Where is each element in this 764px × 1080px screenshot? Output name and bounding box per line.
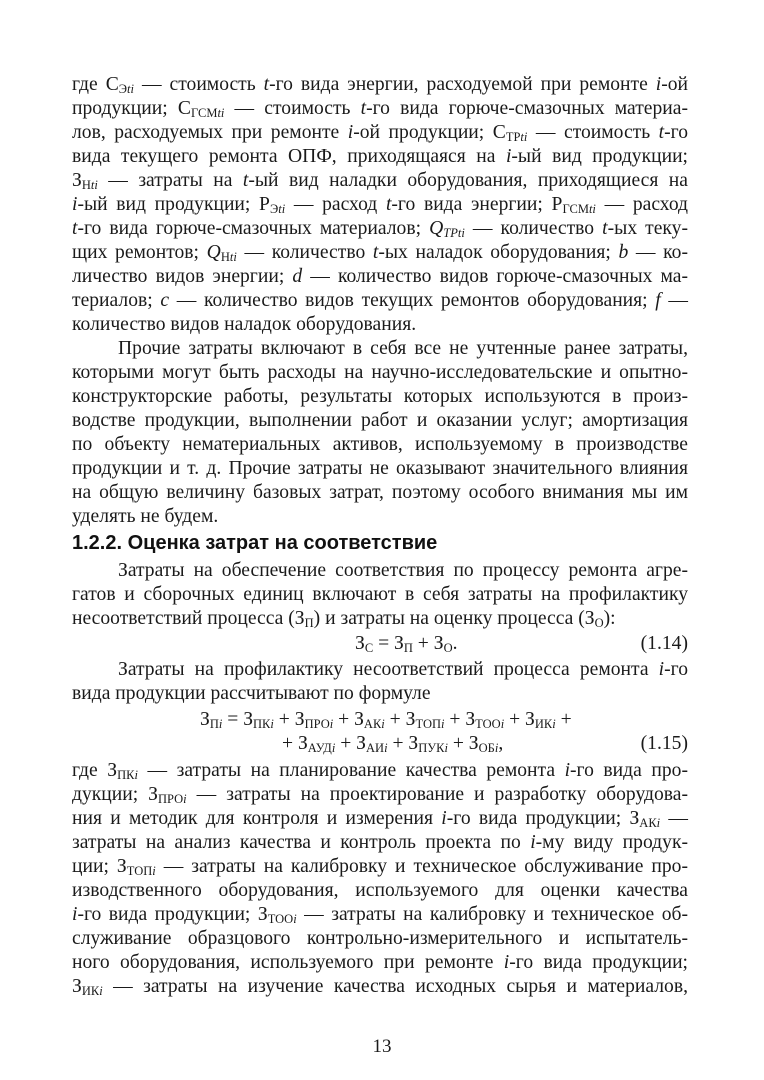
- text-line: лов, расходуемых при ремонте i-ой продукции; $С_{ТРti}$ — стоимость t-го: [72, 122, 688, 144]
- text-line: $З_{ИКi}$ — затраты на изучение качества исходных сырья и материалов,: [72, 976, 688, 998]
- text-line: щих ремонтов; $Q_{Нti}$ — количество t-ых наладок оборудования; b — ко-: [72, 242, 688, 264]
- section-heading: 1.2.2. Оценка затрат на соответствие: [72, 532, 438, 554]
- equation-1-15-line-2: + $З_{АУДi} + З_{АИi} + З_{ПУКi} + З_{ОБi}$,: [282, 733, 504, 755]
- text-line: на общую величину базовых затрат, поэтому особого внимания мы им: [72, 482, 688, 503]
- text-line: t-го вида горюче-смазочных материалов; $Q_{ТРti}$ — количество t-ых теку-: [72, 218, 689, 240]
- text-line: где $С_{Эti}$ — стоимость t-го вида энергии, расходуемой при ремонте i-ой: [72, 74, 688, 96]
- text-line: уделять не будем.: [72, 506, 219, 527]
- text-line: продукции; $С_{ГСМti}$ — стоимость t-го вида горюче-смазочных материа-: [72, 98, 689, 120]
- text-line: ного оборудования, используемого при ремонте i-го вида продукции;: [72, 952, 688, 973]
- text-line: где $З_{ПКi}$ — затраты на планирование качества ремонта i-го вида про-: [72, 760, 688, 782]
- paragraph-start-line: Затраты на обеспечение соответствия по процессу ремонта агре-: [118, 560, 688, 581]
- text-line: ния и методик для контроля и измерения i-го вида продукции; $З_{АКi}$ —: [72, 808, 688, 830]
- equation-1-15-line-1: $З_{Пi} = З_{ПКi} + З_{ПРОi} + З_{АКi} + З_{ТОПi} + З_{ТООi} + З_{ИКi}$ +: [200, 709, 572, 731]
- text-line: ции; $З_{ТОПi}$ — затраты на калибровку и техническое обслуживание про-: [72, 856, 688, 878]
- text-line: продукции и т. д. Прочие затраты не оказывают значительного влияния: [72, 458, 688, 479]
- text-line: i-ый вид продукции; $Р_{Эti}$ — расход t-го вида энергии; $Р_{ГСМti}$ — расход: [72, 194, 689, 216]
- text-line: териалов; c — количество видов текущих ремонтов оборудования; f —: [72, 290, 688, 311]
- text-line: i-го вида продукции; $З_{ТООi}$ — затраты на калибровку и техническое об-: [72, 904, 688, 926]
- text-line: вида продукции рассчитывают по формуле: [72, 683, 431, 704]
- paragraph-start-line: Прочие затраты включают в себя все не учтенные ранее затраты,: [118, 338, 688, 359]
- text-line: изводственного оборудования, используемого для оценки качества: [72, 880, 688, 901]
- equation-number: (1.14): [640, 633, 688, 654]
- equation-number: (1.15): [640, 733, 688, 754]
- text-line: затраты на анализ качества и контроль проекта по i-му виду продук-: [72, 832, 688, 853]
- page-number: 13: [372, 1036, 392, 1057]
- text-line: $З_{Нti}$ — затраты на t-ый вид наладки оборудования, приходящиеся на: [72, 170, 688, 192]
- text-line: служивание образцового контрольно-измерительного и испытатель-: [72, 928, 688, 949]
- text-line: личество видов энергии; d — количество видов горюче-смазочных ма-: [72, 266, 688, 287]
- equation-1-14: $З_С = З_П + З_О$.: [355, 633, 458, 655]
- text-line: конструкторские работы, результаты которых используются в произ-: [72, 386, 688, 407]
- paragraph-start-line: Затраты на профилактику несоответствий процесса ремонта i-го: [118, 659, 688, 680]
- text-line: несоответствий процесса $(З_П)$ и затраты на оценку процесса $(З_О)$:: [72, 608, 616, 630]
- text-line: дукции; $З_{ПРОi}$ — затраты на проектирование и разработку оборудова-: [72, 784, 688, 806]
- text-line: которыми могут быть расходы на научно-исследовательские и опытно-: [72, 362, 688, 383]
- text-line: количество видов наладок оборудования.: [72, 314, 417, 335]
- text-line: водстве продукции, выполнении работ и оказании услуг; амортизация: [72, 410, 688, 431]
- text-line: вида текущего ремонта ОПФ, приходящаяся на i-ый вид продукции;: [72, 146, 689, 167]
- text-line: по объекту нематериальных активов, используемому в производстве: [72, 434, 688, 455]
- text-line: гатов и сборочных единиц включают в себя затраты на профилактику: [72, 584, 688, 605]
